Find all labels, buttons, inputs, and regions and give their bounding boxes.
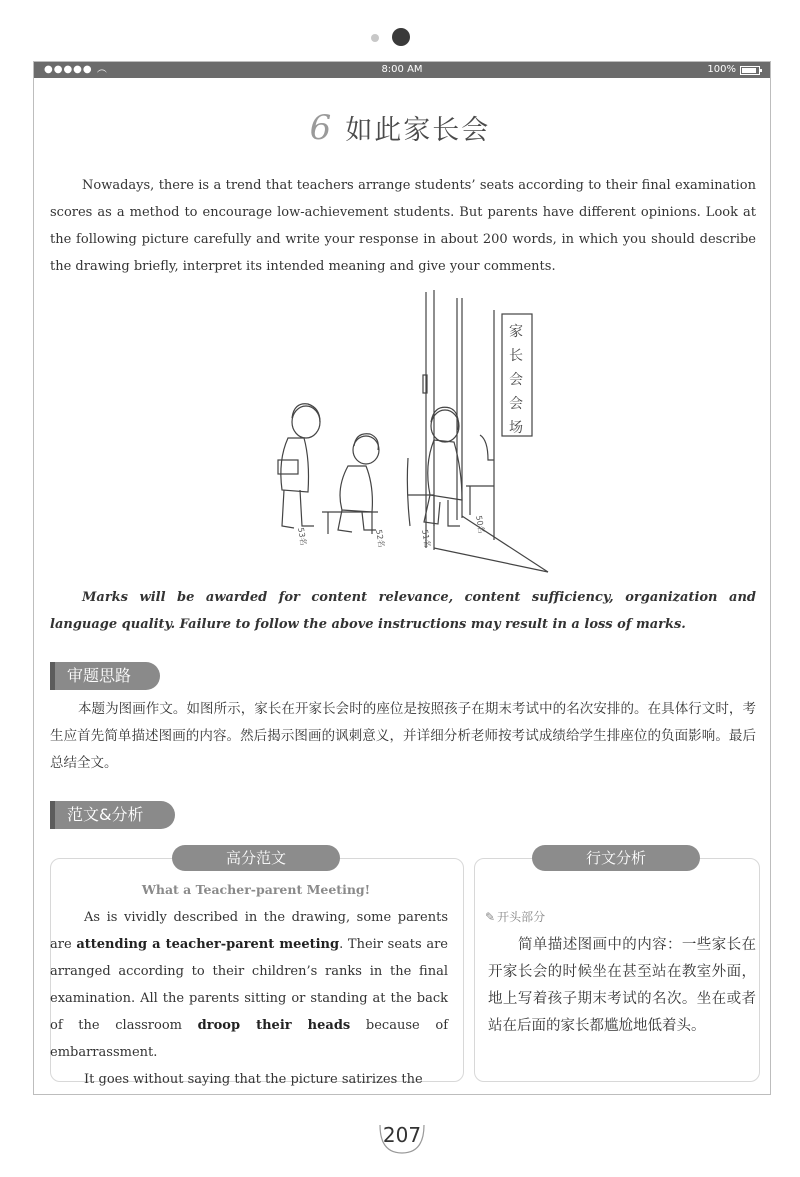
chapter-number: 6 — [309, 108, 332, 148]
essay-highlight: attending a teacher-parent meeting — [76, 937, 340, 952]
sample-essay-pill: 高分范文 — [172, 845, 340, 871]
marking-note-text: Marks will be awarded for content relevance, content sufficiency, organization and language quality. Failure to follow the above instructions may result in a loss of marks. — [50, 590, 756, 632]
page-indicator — [0, 27, 800, 47]
battery-indicator — [707, 62, 760, 78]
signal-indicator: ●●●●● ︵ — [44, 64, 108, 75]
pen-icon: ✎ — [485, 909, 496, 924]
floor-mark: 51名 — [420, 528, 433, 549]
commentary-label: ✎ 开头部分 — [485, 909, 546, 924]
page-number-ornament — [376, 1117, 428, 1157]
floor-mark: 53名 — [296, 526, 309, 547]
essay-highlight: droop their heads — [197, 1018, 351, 1033]
page-dot-inactive[interactable] — [371, 34, 379, 42]
section-tag-analysis: 审题思路 — [50, 662, 160, 690]
cartoon-illustration — [248, 290, 560, 574]
sign-char: 会 — [509, 372, 523, 388]
wifi-icon: ︵ — [96, 64, 108, 75]
commentary-paragraph: 简单描述图画中的内容：一些家长在开家长会的时候坐在甚至站在教室外面，地上写着孩子期末考试的名次。坐在或者站在后面的家长都尴尬地低着头。 — [488, 937, 756, 1034]
commentary-text — [488, 932, 756, 1040]
status-time: 8:00 AM — [381, 64, 423, 75]
battery-icon — [740, 66, 760, 75]
page-dot-active[interactable] — [392, 28, 410, 46]
sign-char: 场 — [509, 420, 523, 436]
sign-char: 长 — [509, 348, 523, 364]
marking-note — [50, 584, 756, 638]
battery-percent: 100% — [707, 64, 736, 75]
essay-paragraph-2: It goes without saying that the picture satirizes the — [84, 1072, 423, 1087]
chapter-heading — [0, 108, 800, 148]
sign-char: 家 — [509, 324, 523, 340]
analysis-paragraph — [50, 696, 756, 777]
analysis-text: 本题为图画作文。如图所示，家长在开家长会时的座位是按照孩子在期末考试中的名次安排的。在具体行文时，考生应首先简单描述图画的内容。然后揭示图画的讽刺意义，并详细分析老师按考试成绩给学生排座位的负面影响。最后总结全文。 — [50, 701, 756, 771]
status-bar — [34, 62, 770, 78]
page-number: 207 — [376, 1117, 428, 1157]
section-tag-sample: 范文&分析 — [50, 801, 175, 829]
essay-paragraph-1: As is vividly described in the drawing, some parents are attending a teacher-parent meeting. Their seats are arranged according to their children’s ranks in the final examination. All the parents sitting or standing at the back of the classroom droop their heads because of embarrassment. — [50, 910, 449, 1060]
chapter-title: 如此家长会 — [345, 115, 491, 146]
floor-mark: 52名 — [374, 528, 387, 549]
prompt-text: Nowadays, there is a trend that teachers arrange students’ seats according to their final examination scores as a method to encourage low-achievement students. But parents have different opinions. Look at the following picture carefully and write your response in about 200 words, in which you should describe the drawing briefly, interpret its intended meaning and give your comments. — [50, 178, 756, 274]
floor-mark: 50名 — [474, 514, 487, 535]
essay-title: What a Teacher-parent Meeting! — [141, 882, 371, 897]
commentary-pill: 行文分析 — [532, 845, 700, 871]
writing-prompt — [50, 172, 756, 280]
sample-essay — [50, 904, 448, 1093]
sign-char: 会 — [509, 396, 523, 412]
